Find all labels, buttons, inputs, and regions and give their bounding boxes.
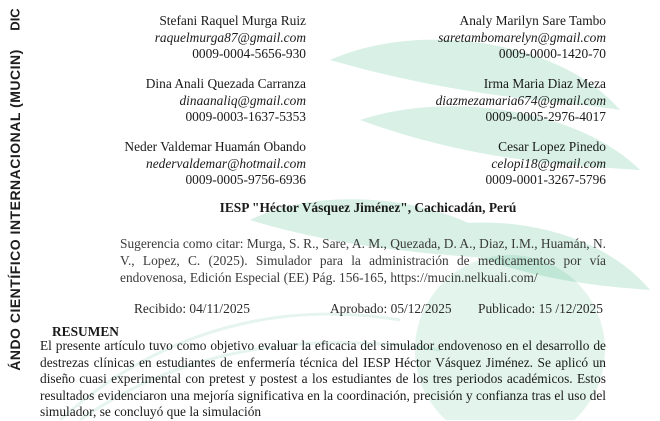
author-block-6 [376,139,606,189]
author-email[interactable]: celopi18@gmail.com [491,155,606,171]
author-block-5 [120,139,306,189]
author-orcid: 0009-0003-1637-5353 [185,109,306,124]
side-text-top: DIC [7,8,23,31]
abstract-title: RESUMEN [52,324,119,339]
author-block-1 [120,13,306,63]
author-name: Cesar Lopez Pinedo [498,139,606,154]
abstract-text: El presente artículo tuvo como objetivo evaluar la eficacia del simulador endovenoso en el desarrollo de destrezas clínicas en estudiantes de enfermería técnica del IESP Héctor Vásquez Jiménez. Se aplicó un diseño cuasi experimental con pretest y postest a los estudiantes de los tres periodos académicos. Estos resultados evidenciaron una mejoría significativa en la coordinación, precisión y confianza tras el uso del simulador, se concluyó que la simulación [40,338,606,419]
author-orcid: 0009-0001-3267-5796 [485,172,606,187]
author-name: Analy Marilyn Sare Tambo [459,13,606,28]
author-block-3 [120,76,306,126]
author-block-4 [376,76,606,126]
author-block-2 [376,13,606,63]
author-orcid: 0009-0005-9756-6936 [185,172,306,187]
author-orcid: 0009-0000-1420-70 [498,46,606,61]
institution-line: IESP "Héctor Vásquez Jiménez", Cachicadán, Perú [219,200,517,215]
author-email[interactable]: raquelmurga87@gmail.com [154,29,306,45]
date-published: Publicado: 15 /12/2025 [478,301,603,316]
journal-vertical-title: ÁNDO CIENTÍFICO INTERNACIONAL (MUCIN) [7,49,23,371]
author-orcid: 0009-0004-5656-930 [192,46,306,61]
author-email[interactable]: saretambomarelyn@gmail.com [438,29,606,45]
author-name: Neder Valdemar Huamán Obando [124,139,306,154]
author-name: Dina Anali Quezada Carranza [145,76,306,91]
date-approved: Aprobado: 05/12/2025 [330,301,452,316]
author-name: Irma Maria Diaz Meza [483,76,606,91]
author-name: Stefani Raquel Murga Ruiz [159,13,306,28]
date-received: Recibido: 04/11/2025 [134,301,250,316]
author-email[interactable]: diazmezamaria674@gmail.com [435,92,606,108]
author-email[interactable]: dinaanaliq@gmail.com [179,92,306,108]
author-orcid: 0009-0005-2976-4017 [485,109,606,124]
citation-suggestion: Sugerencia como citar: Murga, S. R., Sare, A. M., Quezada, D. A., Diaz, I.M., Huamán, N. V., Lopez, C. (2025). Simulador para la administración de medicamentos por vía endovenosa, Edición Especial (EE) Pág. 156-165, https://mucin.nelkuali.com/ [120,236,606,285]
author-email[interactable]: nedervaldemar@hotmail.com [146,155,306,171]
